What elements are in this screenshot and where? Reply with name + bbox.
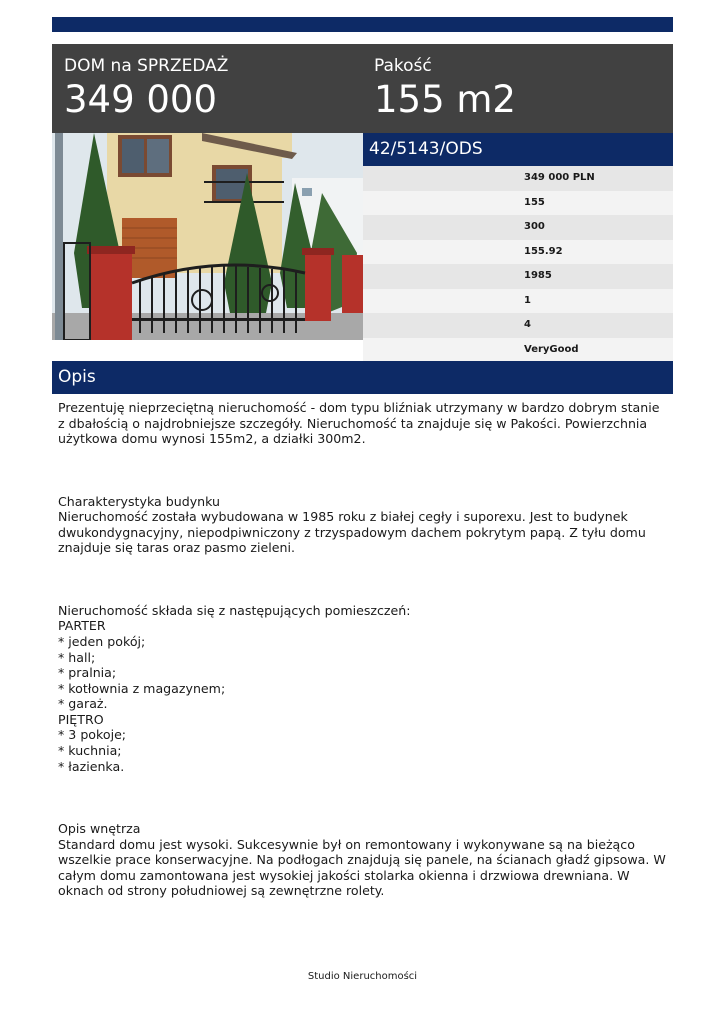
spec-row: 349 000 PLN [363,166,673,191]
header-right [374,56,516,122]
top-accent-band [52,17,673,32]
listing-location: Pakość [374,56,432,76]
description-text: Prezentuję nieprzeciętną nieruchomość - dom typu bliźniak utrzymany w bardzo dobrym stanie z dbałością o najdrobniejsze szczegóły. Nieruchomość ta znajduje się w Pakości. Powierzchnia użytkowa domu wynosi 155m2, a działki 300m2. Charakterystyka budynku Nieruchomość została wybudowana w 1985 roku z białej cegły i suporexu. Jest to budynek dwukondygnacyjny, niepodpiwniczony z trzyspadowym dachem pokrytym papą. Z tyłu domu znajduje się taras oraz pasmo zieleni. Nieruchomość składa się z następujących pomieszczeń: PARTER * jeden pokój; * hall; * pralnia; * kotłownia z magazynem; * garaż. PIĘTRO * 3 pokoje; * kuchnia; * łazienka. Opis wnętrza Standard domu jest wysoki. Sukcesywnie był on remontowany i wykonywane są na bieżąco wszelkie prace konserwacyjne. Na podłogach znajdują się panele, na ścianach gładź gipsowa. W całym domu zamontowana jest wysokiej jakości stolarka okienna i drzwiowa drewniana. W oknach od strony południowej są zewnętrzne rolety. [58,400,666,899]
spec-row: 155 [363,191,673,216]
listing-header [52,44,673,133]
listing-area: 155 m2 [374,78,516,121]
listing-price: 349 000 [64,78,218,121]
spec-row: 155.92 [363,240,673,265]
spec-row: 1 [363,289,673,314]
house-photo [52,133,363,340]
section-title-description: Opis [52,361,673,394]
spec-row: 4 [363,313,673,338]
spec-row: 300 [363,215,673,240]
spec-row: 1985 [363,264,673,289]
reference-number: 42/5143/ODS [363,133,673,166]
listing-type-label: DOM na SPRZEDAŻ [64,56,229,76]
footer-agency-name: Studio Nieruchomości [307,971,418,982]
header-left [64,56,228,122]
spec-table [363,166,673,362]
spec-row: VeryGood [363,338,673,363]
